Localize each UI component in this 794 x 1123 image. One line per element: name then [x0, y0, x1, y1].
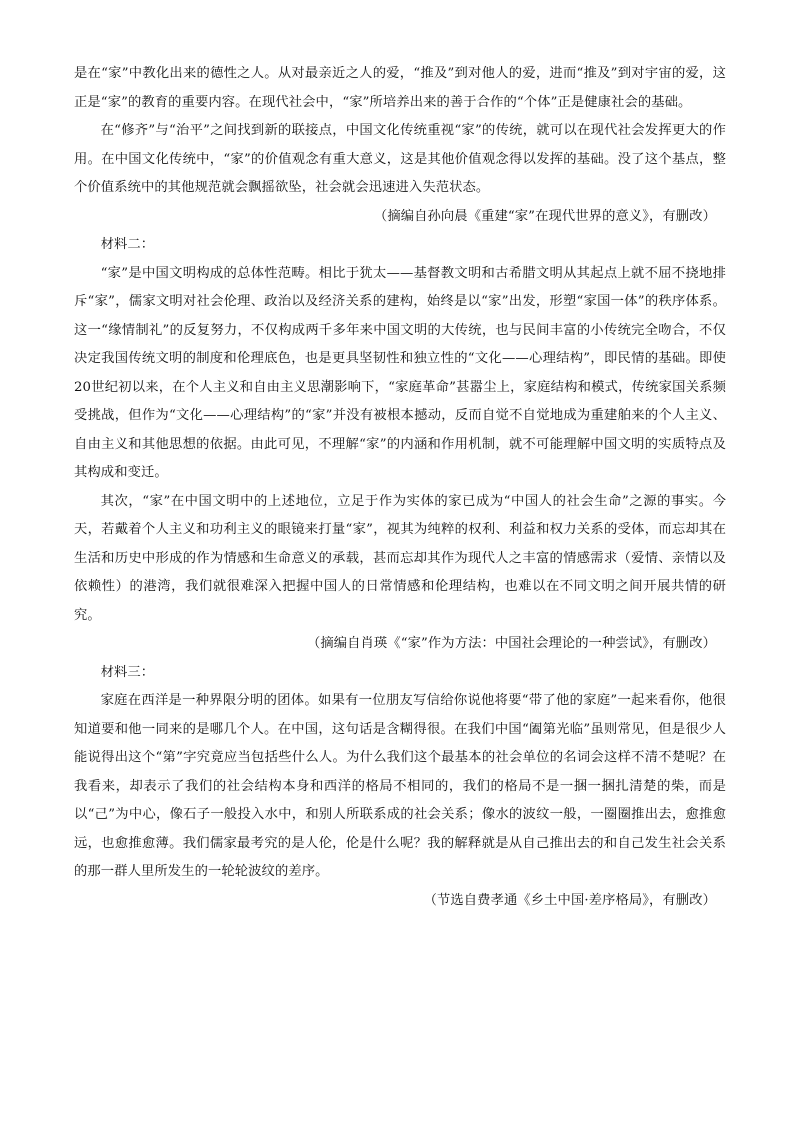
material-3-heading: 材料三：	[100, 664, 155, 680]
source-citation-1: （摘编自孙向晨《重建“家”在现代世界的意义》，有删改）	[373, 208, 716, 224]
document-page	[74, 60, 726, 915]
paragraph-material2-second: 其次，“家”在中国文明中的上述地位，立足于作为实体的家已成为“中国人的社会生命”之源的事实。今天，若戴着个人主义和功利主义的眼镜来打量“家”，视其为纯粹的权利、利益和权力关系的受体，而忘却其在生活和历史中形成的作为情感和生命意义的承载，甚而忘却其作为现代人之丰富的情感需求（爱情、亲情以及依赖性）的港湾，我们就很难深入把握中国人的日常情感和伦理结构，也难以在不同文明之间开展共情的研究。	[74, 493, 726, 623]
paragraph-material3: 家庭在西洋是一种界限分明的团体。如果有一位朋友写信给你说他将要“带了他的家庭”一起来看你，他很知道要和他一同来的是哪几个人。在中国，这句话是含糊得很。在我们中国“阖第光临”虽则常见，但是很少人能说得出这个“第”字究竟应当包括些什么人。为什么我们这个最基本的社会单位的名词会这样不清不楚呢？在我看来，却表示了我们的社会结构本身和西洋的格局不相同的，我们的格局不是一捆一捆扎清楚的柴，而是以“己”为中心，像石子一般投入水中，和别人所联系成的社会关系；像水的波纹一般，一圈圈推出去，愈推愈远，也愈推愈薄。我们儒家最考究的是人伦，伦是什么呢？我的解释就是从自己推出去的和自己发生社会关系的那一群人里所发生的一轮轮波纹的差序。	[74, 693, 726, 879]
paragraph-material1-continued: 是在“家”中教化出来的德性之人。从对最亲近之人的爱，“推及”到对他人的爱，进而“推及”到对宇宙的爱，这正是“家”的教育的重要内容。在现代社会中，“家”所培养出来的善于合作的“个体”正是健康社会的基础。	[74, 66, 726, 110]
source-citation-2: （摘编自肖瑛《“家”作为方法：中国社会理论的一种尝试》，有删改）	[306, 636, 716, 651]
paragraph-material2-first: “家”是中国文明构成的总体性范畴。相比于犹太——基督教文明和古希腊文明从其起点上就不屈不挠地排斥“家”，儒家文明对社会伦理、政治以及经济关系的建构，始终是以“家”出发，形塑“家国一体”的秩序体系。这一“缘情制礼”的反复努力，不仅构成两千多年来中国文明的大传统，也与民间丰富的小传统完全吻合，不仅决定我国传统文明的制度和伦理底色，也是更具坚韧性和独立性的“文化——心理结构”，即民情的基础。即使20世纪初以来，在个人主义和自由主义思潮影响下，“家庭革命”甚嚣尘上，家庭结构和模式，传统家国关系频受挑战，但作为“文化——心理结构”的“家”并没有被根本撼动，反而自觉不自觉地成为重建舶来的个人主义、自由主义和其他思想的依据。由此可见，不理解“家”的内涵和作用机制，就不可能理解中国文明的实质特点及其构成和变迁。	[74, 265, 726, 480]
material-2-heading: 材料二：	[100, 237, 155, 252]
source-citation-3: （节选自费孝通《乡土中国·差序格局》，有删改）	[423, 892, 716, 908]
paragraph-material1-conclusion: 在“修齐”与“治平”之间找到新的联接点，中国文化传统重视“家”的传统，就可以在现代社会发挥更大的作用。在中国文化传统中，“家”的价值观念有重大意义，这是其他价值观念得以发挥的基础。没了这个基点，整个价值系统中的其他规范就会飘摇欲坠，社会就会迅速进入失范状态。	[74, 123, 726, 195]
